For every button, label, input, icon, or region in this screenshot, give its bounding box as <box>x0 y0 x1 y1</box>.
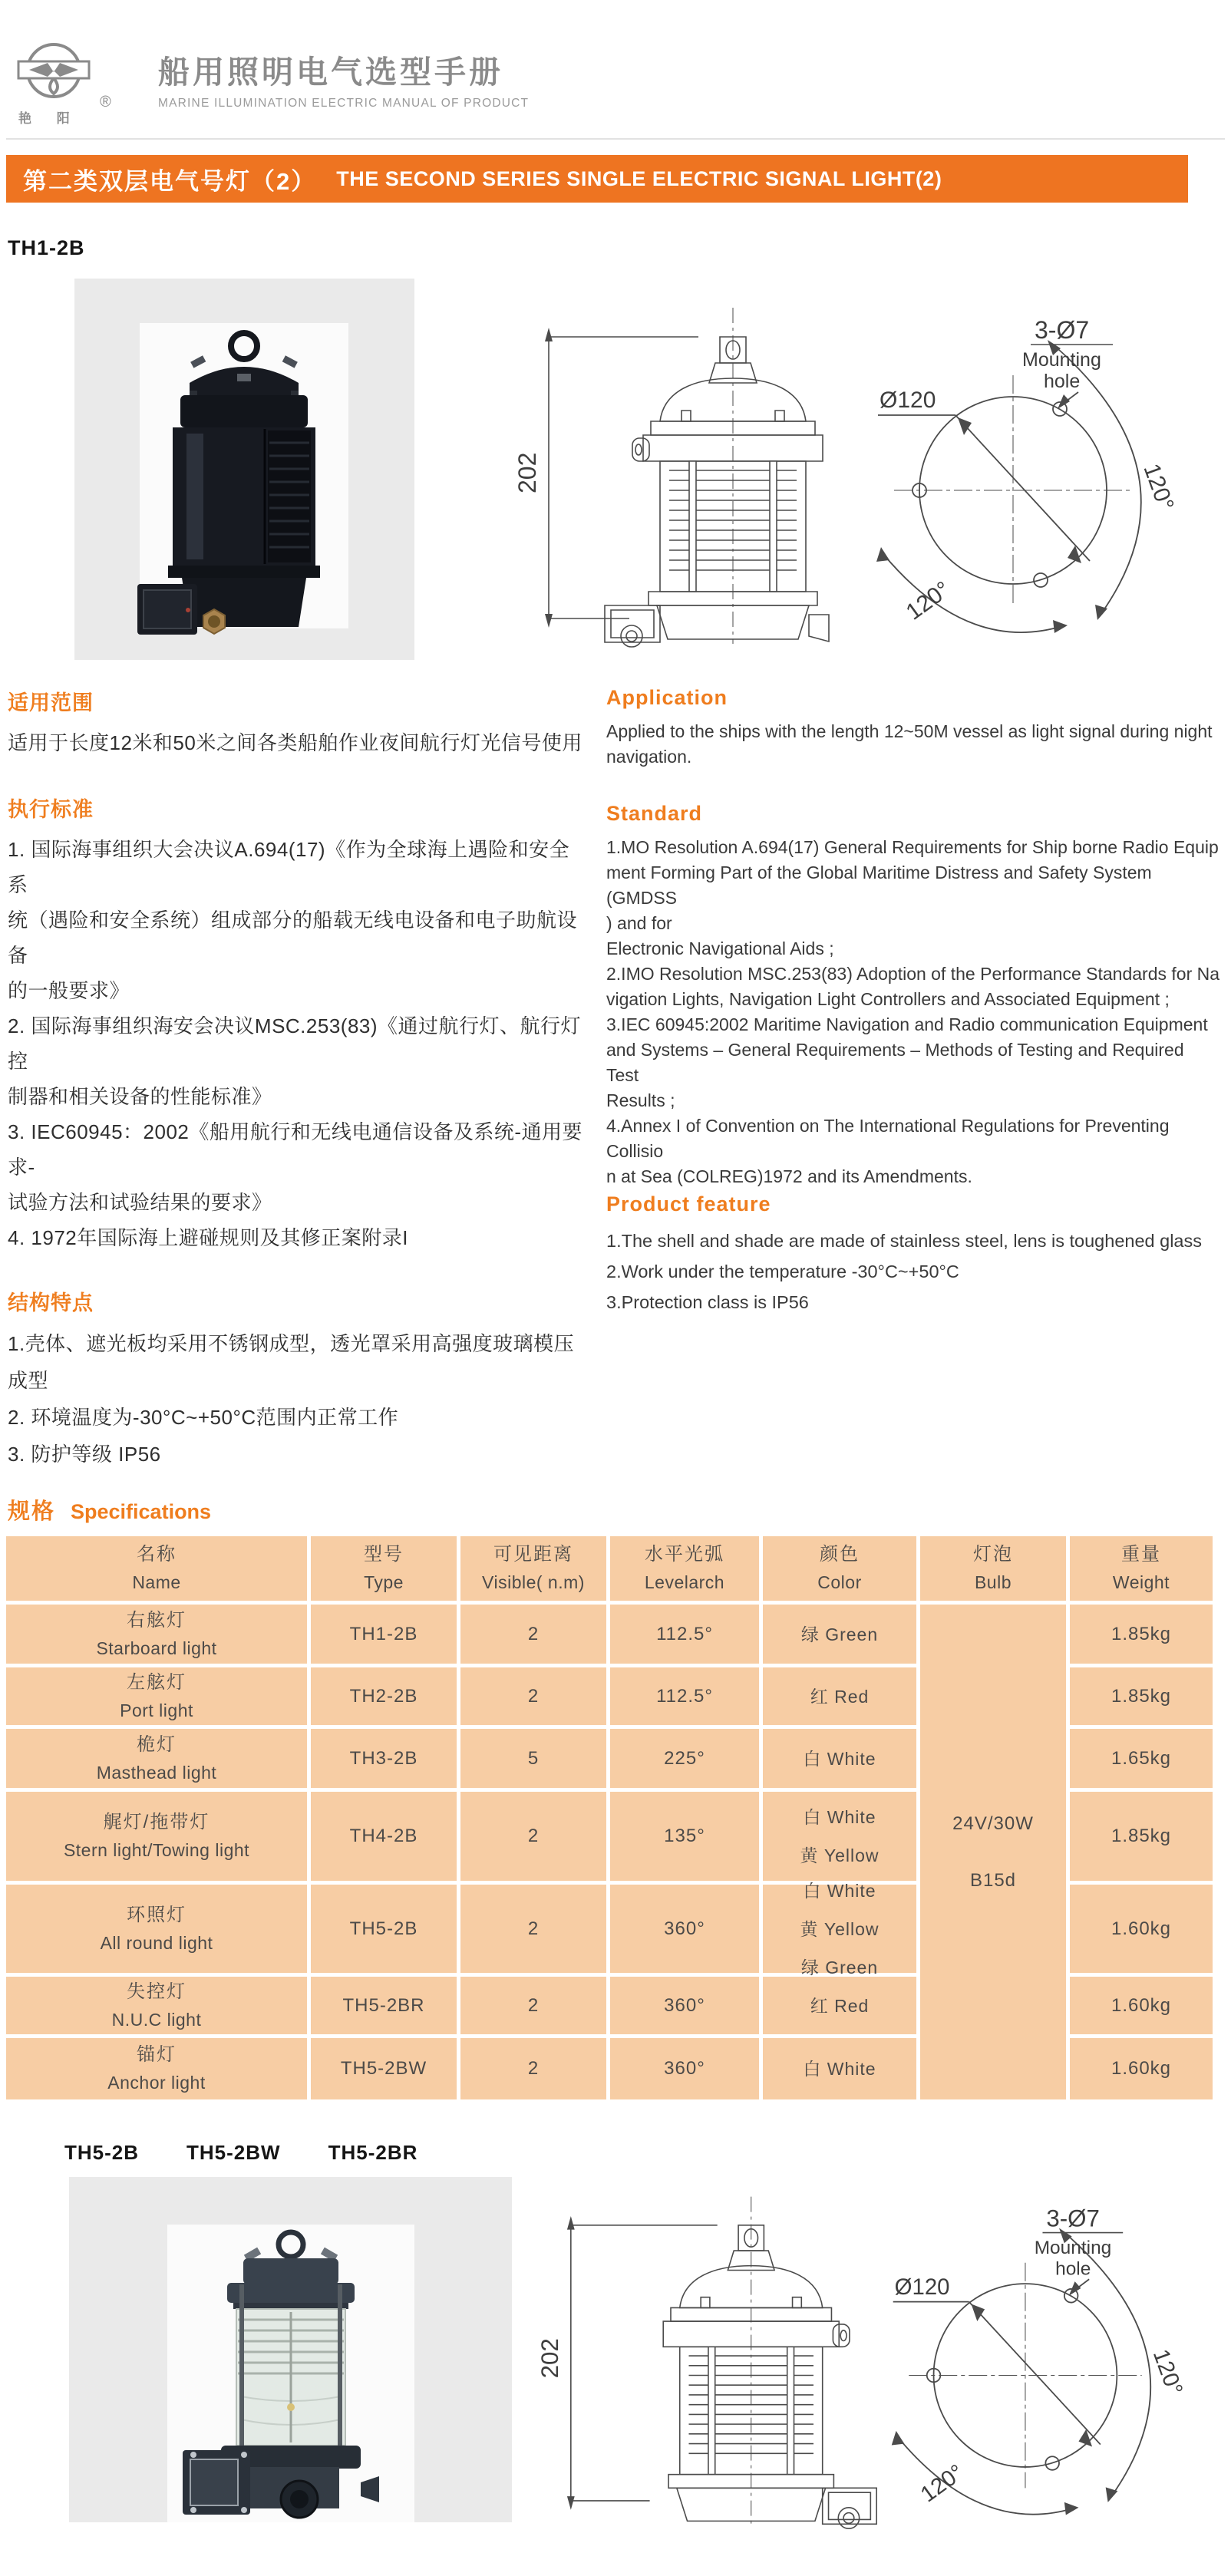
mounting-hole-diagram <box>892 2228 1150 2515</box>
standard-en-line: 3.IEC 60945:2002 Maritime Navigation and Radio communication Equipment <box>606 1014 1208 1034</box>
diameter-label: Ø120 <box>894 2274 950 2300</box>
row-type-cell: TH2-2B <box>311 1667 457 1725</box>
row-arc-cell: 360° <box>610 1885 759 1973</box>
row-color-cell: 白 White 黄 Yellow <box>763 1792 916 1881</box>
row-weight-cell: 1.85kg <box>1070 1605 1213 1664</box>
application-en-line: navigation. <box>606 747 692 767</box>
feature-zh-line: 1.壳体、遮光板均采用不锈钢成型，透光罩采用高强度玻璃模压成型 <box>8 1332 575 1392</box>
row-visible-cell: 2 <box>460 1885 606 1973</box>
english-column <box>606 686 1220 1473</box>
row-name-cell: 失控灯 N.U.C light <box>6 1977 307 2034</box>
bottom-row <box>0 2177 1231 2576</box>
col-header-type: 型号 Type <box>311 1536 457 1601</box>
lamp-side-view <box>663 2197 876 2529</box>
row-color-cell: 红 Red <box>763 1667 916 1725</box>
angle-bottom-label: 120° <box>916 2459 969 2508</box>
angle-right-label: 120° <box>1147 2346 1188 2399</box>
row-name-cell: 锚灯 Anchor light <box>6 2038 307 2099</box>
black-signal-lamp-photo <box>74 279 414 660</box>
brand-name-cn: 艳 阳 <box>18 111 81 126</box>
row-weight-cell: 1.60kg <box>1070 1885 1213 1973</box>
product-photo-th5-2b <box>69 2177 512 2522</box>
standard-zh-line: 2. 国际海事组织海安会决议MSC.253(83)《通过航行灯、航行灯控 <box>8 1014 582 1073</box>
row-visible-cell: 2 <box>460 2038 606 2099</box>
row-arc-cell: 360° <box>610 1977 759 2034</box>
banner-title-en: THE SECOND SERIES SINGLE ELECTRIC SIGNAL LIGHT(2) <box>336 167 942 190</box>
sun-bird-logo-icon <box>14 40 98 106</box>
angle-right-label: 120° <box>1138 460 1179 514</box>
holes-label: 3-Ø7 <box>1046 2205 1100 2232</box>
standard-zh-line: 试验方法和试验结果的要求》 <box>8 1191 272 1214</box>
spec-title-zh: 规格 <box>8 1499 56 1524</box>
standard-zh-line: 制器和相关设备的性能标准》 <box>8 1085 272 1108</box>
bulb-voltage: 24V/30W <box>952 1812 1034 1834</box>
hole-label: hole <box>1055 2258 1091 2280</box>
row-visible-cell: 2 <box>460 1977 606 2034</box>
mounting-hole-diagram <box>876 340 1141 633</box>
feature-en-line: 1.The shell and shade are made of stainless steel, lens is toughened glass <box>606 1231 1202 1251</box>
row-name-cell: 环照灯 All round light <box>6 1885 307 1973</box>
registered-mark: ® <box>100 94 111 110</box>
bottom-model-2: TH5-2BW <box>186 2141 281 2164</box>
row-type-cell: TH5-2BR <box>311 1977 457 2034</box>
standard-zh-line: 1. 国际海事组织大会决议A.694(17)《作为全球海上遇险和安全系 <box>8 838 570 896</box>
standard-zh-title: 执行标准 <box>8 798 94 821</box>
diameter-label: Ø120 <box>880 388 936 413</box>
standard-zh-line: 统（遇险和安全系统）组成部分的船载无线电设备和电子助航设备 <box>8 909 578 967</box>
row-type-cell: TH5-2B <box>311 1885 457 1973</box>
row-weight-cell: 1.85kg <box>1070 1667 1213 1725</box>
row-color-cell: 红 Red <box>763 1977 916 2034</box>
glass-signal-lamp-photo <box>69 2177 512 2522</box>
row-weight-cell: 1.65kg <box>1070 1729 1213 1788</box>
model-label: TH1-2B <box>8 236 85 259</box>
standard-en-line: and Systems – General Requirements – Methods of Testing and Required Test <box>606 1040 1184 1085</box>
lamp-side-view <box>605 308 829 647</box>
row-arc-cell: 135° <box>610 1792 759 1881</box>
row-visible-cell: 2 <box>460 1667 606 1725</box>
bulb-base: B15d <box>969 1869 1017 1891</box>
standard-en-line: ) and for <box>606 913 672 933</box>
dim-202-label: 202 <box>513 452 541 493</box>
standard-zh-line: 4. 1972年国际海上避碰规则及其修正案附录I <box>8 1226 408 1249</box>
bottom-model-1: TH5-2B <box>64 2141 140 2164</box>
row-type-cell: TH4-2B <box>311 1792 457 1881</box>
dimension-202 <box>545 328 698 628</box>
application-zh-title: 适用范围 <box>8 691 94 714</box>
angle-bottom-label: 120° <box>901 576 955 625</box>
standard-en-line: 1.MO Resolution A.694(17) General Requirements for Ship borne Radio Equip <box>606 837 1219 857</box>
row-name-cell: 桅灯 Masthead light <box>6 1729 307 1788</box>
row-color-cell: 白 White <box>763 2038 916 2099</box>
row-name-cell: 艉灯/拖带灯 Stern light/Towing light <box>6 1792 307 1881</box>
spec-title-en: Specifications <box>71 1500 212 1523</box>
dimension-drawing-bottom <box>530 2159 1231 2558</box>
row-color-cell: 白 White 黄 Yellow 绿 Green <box>763 1885 916 1973</box>
row-arc-cell: 112.5° <box>610 1667 759 1725</box>
row-weight-cell: 1.60kg <box>1070 2038 1213 2099</box>
mounting-label: Mounting <box>1034 2237 1112 2258</box>
hero-row <box>0 279 1231 666</box>
holes-label: 3-Ø7 <box>1035 316 1090 344</box>
standard-zh-line: 3. IEC60945：2002《船用航行和无线电通信设备及系统-通用要求- <box>8 1120 583 1179</box>
col-header-bulb: 灯泡 Bulb <box>920 1536 1066 1601</box>
row-type-cell: TH5-2BW <box>311 2038 457 2099</box>
row-weight-cell: 1.60kg <box>1070 1977 1213 2034</box>
feature-zh-title: 结构特点 <box>8 1291 94 1314</box>
specifications-heading <box>8 1494 1231 1525</box>
manual-title-en: MARINE ILLUMINATION ELECTRIC MANUAL OF PRODUCT <box>158 96 530 110</box>
feature-zh-line: 3. 防护等级 IP56 <box>8 1443 161 1466</box>
feature-zh-line: 2. 环境温度为-30°C~+50°C范围内正常工作 <box>8 1406 399 1429</box>
standard-en-line: vigation Lights, Navigation Light Controllers and Associated Equipment ; <box>606 989 1170 1009</box>
application-en-line: Applied to the ships with the length 12~50M vessel as light signal during night <box>606 721 1213 741</box>
standard-en-title: Standard <box>606 802 703 825</box>
row-arc-cell: 112.5° <box>610 1605 759 1664</box>
hole-label: hole <box>1044 371 1081 392</box>
application-en-title: Application <box>606 686 728 709</box>
col-header-levelarch: 水平光弧 Levelarch <box>610 1536 759 1601</box>
row-visible-cell: 5 <box>460 1729 606 1788</box>
dim-202-label: 202 <box>536 2338 564 2379</box>
page-header <box>6 0 1225 140</box>
header-title-block <box>158 55 529 110</box>
standard-en-line: Electronic Navigational Aids ; <box>606 938 834 958</box>
row-weight-cell: 1.85kg <box>1070 1792 1213 1881</box>
chinese-column <box>8 686 589 1473</box>
mounting-label: Mounting <box>1022 349 1101 371</box>
row-name-cell: 右舷灯 Starboard light <box>6 1605 307 1664</box>
col-header-weight: 重量 Weight <box>1070 1536 1213 1601</box>
bulb-value-cell <box>920 1605 1066 2099</box>
row-color-cell: 白 White <box>763 1729 916 1788</box>
standard-en-line: Results ; <box>606 1090 675 1110</box>
application-zh-text: 适用于长度12米和50米之间各类船舶作业夜间航行灯光信号使用 <box>8 731 582 754</box>
product-photo-th1-2b <box>74 279 414 660</box>
standard-en-line: ment Forming Part of the Global Maritime Distress and Safety System (GMDSS <box>606 863 1152 908</box>
col-header-color: 颜色 Color <box>763 1536 916 1601</box>
banner-title-zh: 第二类双层电气号灯（2） <box>23 167 317 195</box>
dimension-202 <box>567 2216 718 2510</box>
col-header-name: 名称 Name <box>6 1536 307 1601</box>
row-visible-cell: 2 <box>460 1792 606 1881</box>
manual-title-zh: 船用照明电气选型手册 <box>158 54 503 91</box>
col-header-visible: 可见距离 Visible( n.m) <box>460 1536 606 1601</box>
row-arc-cell: 225° <box>610 1729 759 1788</box>
spec-table <box>6 1536 1213 2099</box>
standard-en-line: n at Sea (COLREG)1972 and its Amendments. <box>606 1166 972 1186</box>
brand-logo <box>14 40 143 126</box>
standard-en-line: 2.IMO Resolution MSC.253(83) Adoption of the Performance Standards for Na <box>606 964 1220 984</box>
row-name-cell: 左舷灯 Port light <box>6 1667 307 1725</box>
row-color-cell: 绿 Green <box>763 1605 916 1664</box>
standard-zh-line: 的一般要求》 <box>8 979 130 1002</box>
feature-en-title: Product feature <box>606 1192 771 1215</box>
bottom-model-3: TH5-2BR <box>328 2141 418 2164</box>
dimension-drawing-top <box>507 292 1228 653</box>
feature-en-line: 3.Protection class is IP56 <box>606 1292 809 1312</box>
info-columns <box>0 686 1231 1473</box>
row-type-cell: TH1-2B <box>311 1605 457 1664</box>
row-arc-cell: 360° <box>610 2038 759 2099</box>
row-visible-cell: 2 <box>460 1605 606 1664</box>
row-type-cell: TH3-2B <box>311 1729 457 1788</box>
standard-en-line: 4.Annex I of Convention on The International Regulations for Preventing Collisio <box>606 1116 1170 1161</box>
section-banner <box>6 155 1188 203</box>
feature-en-line: 2.Work under the temperature -30°C~+50°C <box>606 1262 959 1281</box>
